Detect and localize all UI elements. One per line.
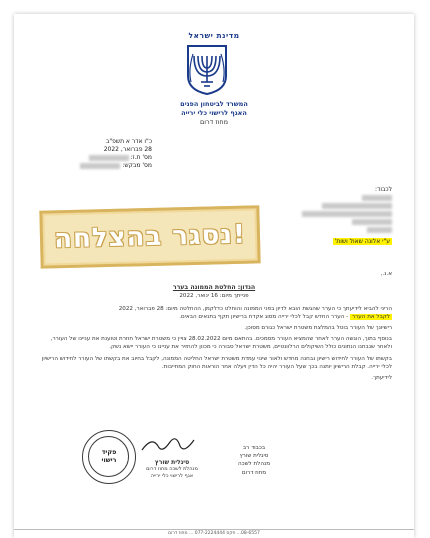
greeting: א.נ., bbox=[380, 271, 392, 277]
applicant-label: מס' מבקש: bbox=[122, 162, 152, 169]
request-date: פנייתך מיום: 16 ינואר, 2022 bbox=[179, 293, 249, 300]
signature-block bbox=[194, 444, 314, 477]
signature-stamp bbox=[132, 434, 212, 490]
paragraph-police: בנוסף בתוך, הוגשה הערר לאחר שהמציא העורר מסמכים. בהתאם מיום 28.02.2022 צויין כי משטרת ישראל חוזרת וטוענת את עניינו של העורר, ולאחר שנבחנו הנתונים כולל השיקולים הרלוונטיים, משטרת ישראל סבורה כי מכוון להחזיר את עניינו כי העורר יישא נשק. bbox=[50, 336, 392, 351]
ministry-name: המשרד לביטחון הפנים bbox=[180, 100, 248, 108]
decision-highlight: לקבל את הערר bbox=[351, 313, 390, 320]
seal-line-1: פקיד bbox=[101, 448, 117, 456]
official-seal bbox=[82, 430, 136, 484]
paragraph-renewal: בקשתו של העורר לחידוש רישיון נבחנה מחדש ולאור שינוי עמדת משטרת ישראל החליטה הממונה, לקבל בחיוב את בקשתו של העורר לחידוש הרישיון לכלי ירייה. קבלת הרישיון יותנה בכך שעל העורר יהיה כל הדין ויעלה אחר הוראות החוק המחייבות. bbox=[41, 355, 392, 370]
district-name: מחוז דרום bbox=[199, 118, 229, 126]
decision-rest: - הערר החדש קבל לכלי ירייה מסוג אקדח ברישיון תקף בתנאים הבאים. bbox=[179, 313, 349, 320]
footer: 08-6557... פקס 077-2224444 ... מחוז דרום bbox=[14, 529, 414, 538]
department-name: האגף לרישוי כלי ירייה bbox=[181, 109, 247, 117]
ministry-block bbox=[124, 100, 304, 127]
letter-body bbox=[36, 270, 392, 382]
closed-successfully-stamp bbox=[39, 205, 260, 268]
gregorian-date: 28 פברואר, 2022 bbox=[103, 146, 152, 153]
closing-note: לידיעתך. bbox=[371, 375, 392, 382]
regards: בכבוד רב bbox=[242, 445, 266, 451]
document-page bbox=[14, 14, 414, 538]
stamp-line-2: מנהלת לשכה מחוז דרום bbox=[146, 466, 198, 472]
attn-line: ע"י אלונה שאול ושות' bbox=[334, 238, 390, 245]
state-name: מדינת ישראל bbox=[188, 31, 240, 40]
state-emblem-icon bbox=[184, 42, 230, 96]
ref-label: מס' ת.ז: bbox=[130, 154, 152, 161]
signer-district: מחוז דרום bbox=[241, 469, 267, 476]
stamp-line-1: סיגלית שורץ bbox=[154, 459, 190, 466]
stamp-text: נסגר בהצלחה! bbox=[53, 219, 247, 255]
signer-title: מנהלת לשכה bbox=[237, 461, 271, 468]
signer-name: סיגלית שורץ bbox=[239, 453, 269, 460]
to-label: לכבוד: bbox=[375, 186, 392, 193]
paragraph-decision: הריני להביא לידיעתך כי הערר שהגשת הובא לדיון בפני הממונה והוחלט כדלקמן, ההחלטה מיום: 28 פברואר, 2022 bbox=[118, 305, 392, 312]
subject-line: הנדון: החלטת הממונה בערר bbox=[172, 284, 256, 292]
seal-line-2: רישוי bbox=[101, 456, 117, 464]
date-block bbox=[32, 138, 152, 170]
paragraph-background: רישיונך של העורר בוטל בהמלצת משטרת ישראל כגורם מסוכן. bbox=[244, 325, 392, 332]
hebrew-date: כ"ו אדר א תשפ"ב bbox=[105, 138, 152, 145]
handwritten-signature-icon bbox=[132, 434, 212, 456]
stamp-line-3: אגף לרישוי כלי ירייה bbox=[150, 473, 194, 479]
